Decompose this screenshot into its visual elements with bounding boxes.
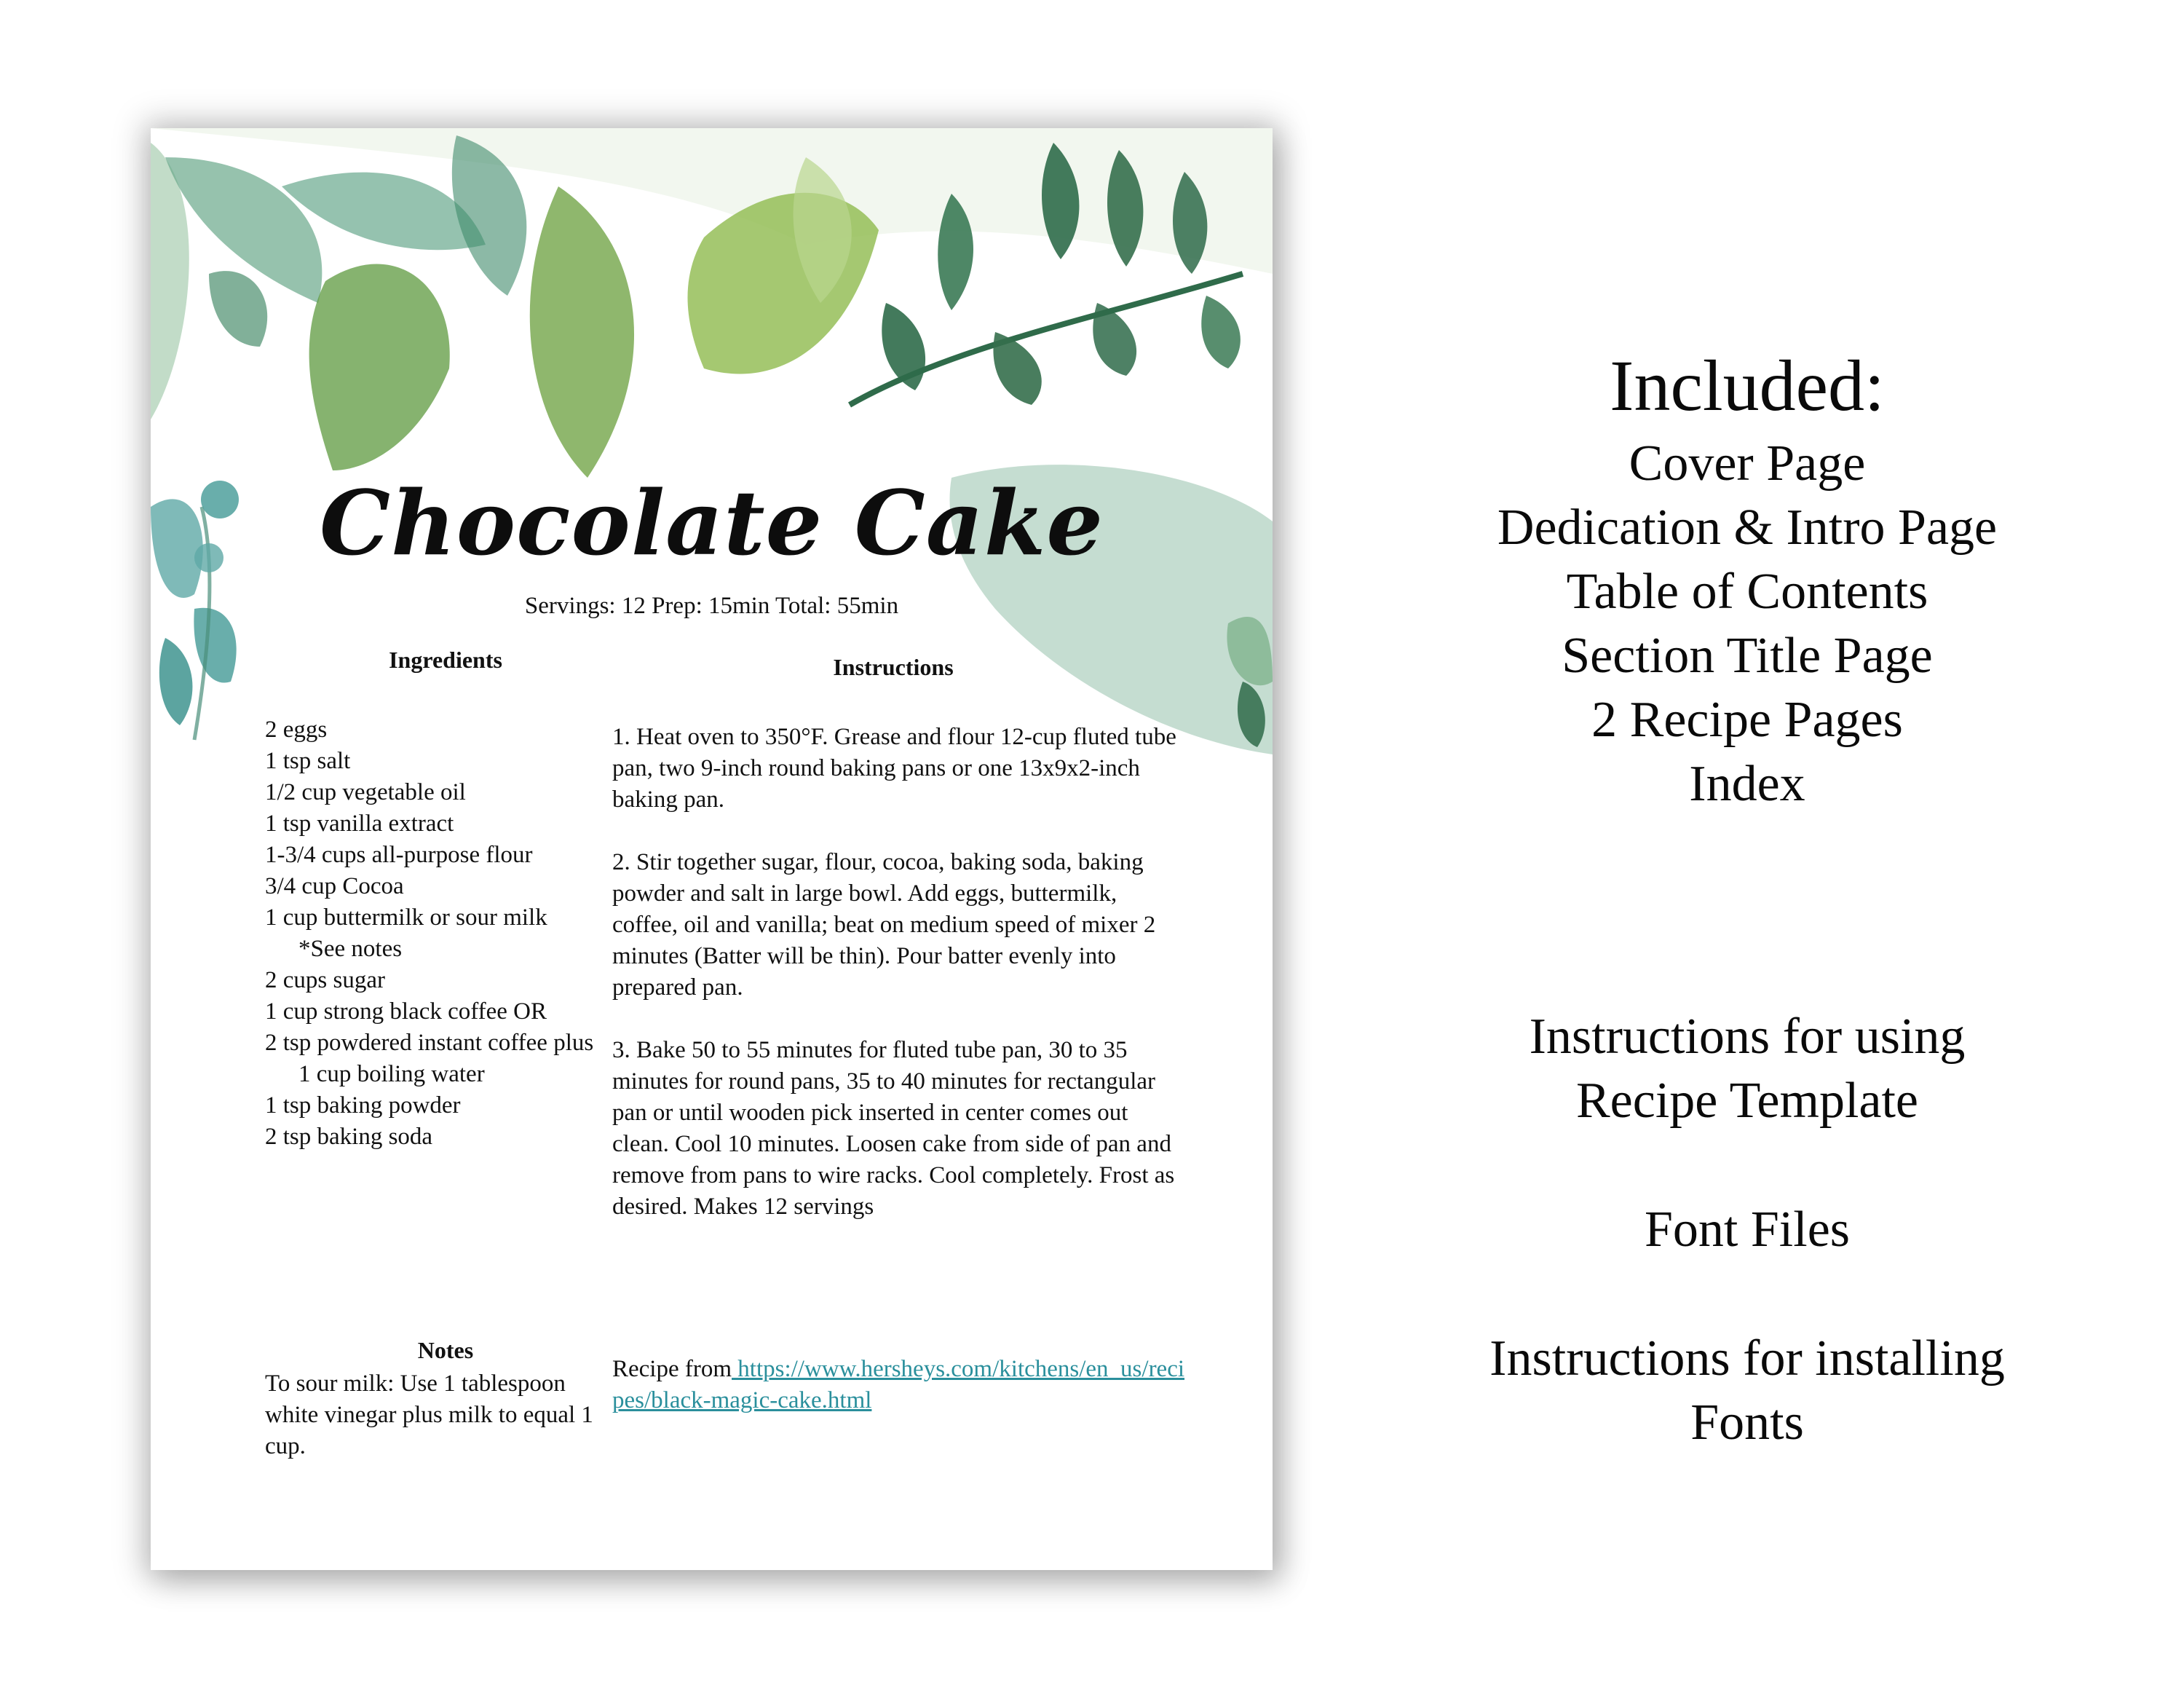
source-link[interactable]: https://www.hersheys.com/kitchens/en_us/recipes/black-magic-cake.html xyxy=(612,1356,1185,1413)
recipe-meta: Servings: 12 Prep: 15min Total: 55min xyxy=(524,593,899,619)
included-heading: Included: xyxy=(1610,345,1885,426)
instruction-step: 1. Heat oven to 350°F. Grease and flour 12-cup fluted tube pan, two 9-inch round baking pans or one 13x9x2-inch baking pan. xyxy=(612,724,1176,813)
font-instructions xyxy=(1387,1327,2108,1455)
notes-text: To sour milk: Use 1 tablespoon white vinegar plus milk to equal 1 cup. xyxy=(265,1370,593,1459)
instruction-step: 3. Bake 50 to 55 minutes for fluted tube pan, 30 to 35 minutes for round pans, 35 to 40 minutes for rectangular pan or until wooden pick inserted in center comes out clean. Cool 10 minutes. Loosen cake from side of pan and remove from pans to wire racks. Cool completely. Frost as desired. Makes 12 servings xyxy=(612,1037,1175,1220)
ingredient-item: 1 cup buttermilk or sour milk *See notes xyxy=(265,904,547,962)
ingredient-list xyxy=(265,714,600,1153)
ingredients-heading: Ingredients xyxy=(389,647,502,673)
included-item: Table of Contents xyxy=(1566,564,1928,620)
ingredient-item: 2 eggs xyxy=(265,717,328,743)
instructions-body xyxy=(612,722,1187,1254)
template-instructions-line: Recipe Template xyxy=(1575,1073,1918,1129)
ingredient-item: 3/4 cup Cocoa xyxy=(265,873,404,899)
ingredient-item: 1-3/4 cups all-purpose flour xyxy=(265,842,533,868)
included-item: Section Title Page xyxy=(1562,628,1933,684)
included-item: 2 Recipe Pages xyxy=(1591,692,1903,748)
ingredient-item: 1 tsp vanilla extract xyxy=(265,811,454,837)
ingredient-item: 2 tsp baking soda xyxy=(265,1124,433,1150)
font-instructions-line: Instructions for installing xyxy=(1489,1330,2005,1387)
ingredient-item: 1 cup strong black coffee OR xyxy=(265,998,547,1025)
instructions-heading: Instructions xyxy=(833,654,954,680)
source-prefix: Recipe from xyxy=(612,1356,732,1382)
ingredient-item: 1/2 cup vegetable oil xyxy=(265,779,466,805)
font-files: Font Files xyxy=(1644,1202,1851,1258)
included-item: Dedication & Intro Page xyxy=(1497,500,1998,556)
ingredient-item: 2 cups sugar xyxy=(265,967,385,993)
template-instructions xyxy=(1387,1005,2108,1133)
included-item: Index xyxy=(1689,756,1805,812)
template-instructions-line: Instructions for using xyxy=(1529,1009,1966,1065)
ingredient-item: 2 tsp powdered instant coffee plus 1 cup boiling water xyxy=(265,1030,594,1087)
notes-heading: Notes xyxy=(417,1337,474,1363)
recipe-page xyxy=(151,128,1273,1570)
included-item: Cover Page xyxy=(1629,435,1866,492)
included-list xyxy=(1387,432,2108,816)
recipe-source xyxy=(612,1354,1195,1416)
ingredient-item: 1 tsp baking powder xyxy=(265,1092,461,1119)
instruction-step: 2. Stir together sugar, flour, cocoa, baking soda, baking powder and salt in large bowl. Add eggs, buttermilk, coffee, oil and vanilla; beat on medium speed of mixer 2 minutes (Batter will be thin). Pour batter evenly into prepared pan. xyxy=(612,849,1156,1001)
font-instructions-line: Fonts xyxy=(1690,1395,1804,1451)
recipe-title: Chocolate Cake xyxy=(320,470,1104,575)
ingredient-item: 1 tsp salt xyxy=(265,748,351,774)
